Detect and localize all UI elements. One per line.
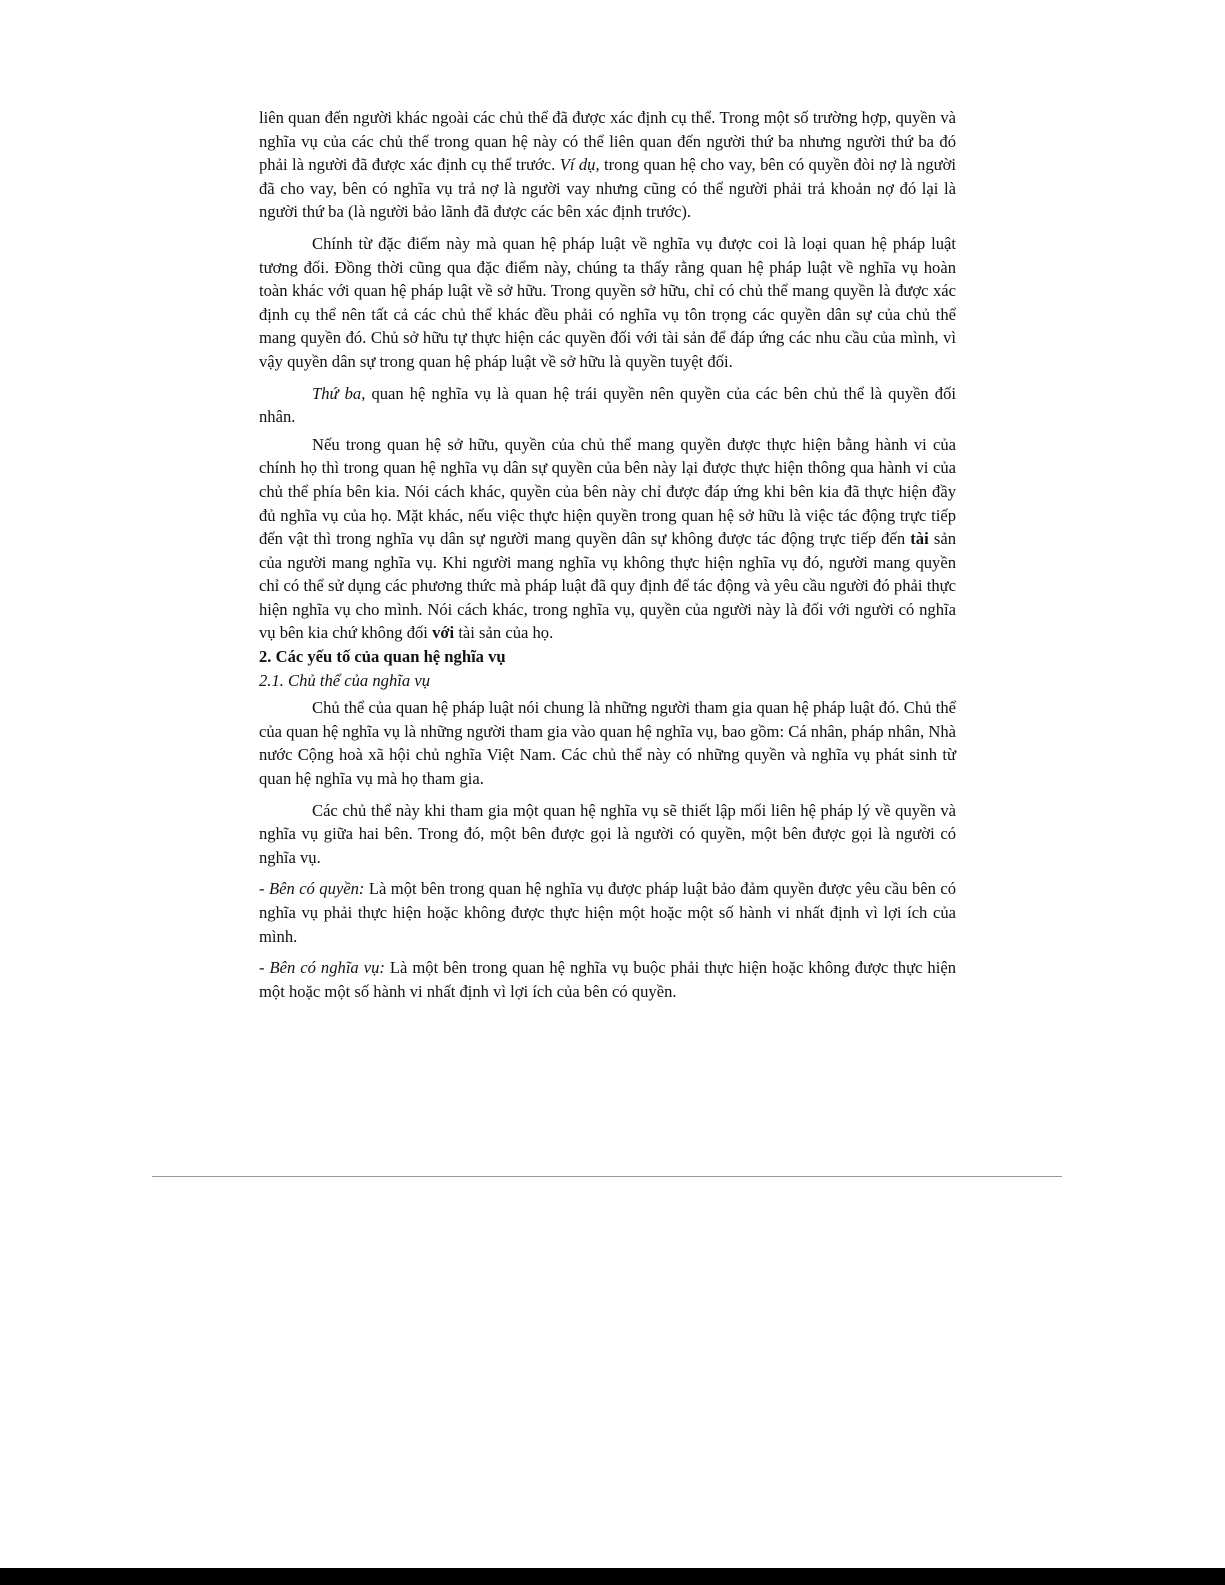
paragraph-text: liên quan đến người khác ngoài các chủ thể đã được xác định cụ thể. Trong một số trường hợp, quyền và nghĩa vụ của các chủ thể trong quan hệ này có thể liên quan đến người thứ ba nhưng người thứ ba đó phải là người đã được xác định cụ thể trước. <box>259 108 956 175</box>
section-heading: 2. Các yếu tố của quan hệ nghĩa vụ <box>259 647 506 667</box>
term-label: - Bên có nghĩa vụ: <box>259 958 385 978</box>
paragraph-text: Là một bên trong quan hệ nghĩa vụ được pháp luật bảo đảm quyền được yêu cầu bên có nghĩa vụ phải thực hiện hoặc không được thực hiện một hoặc một số hành vi nhất định vì lợi ích của mình. <box>259 879 957 946</box>
paragraph-text: sản của người mang nghĩa vụ. Khi người mang nghĩa vụ không thực hiện nghĩa vụ đó, người mang quyền chỉ có thể sử dụng các phương thức mà pháp luật đã quy định để tác động và yêu cầu người đó phải thực hiện nghĩa vụ cho mình. Nói cách khác, trong nghĩa vụ, quyền của người này là đối với người có nghĩa vụ bên kia chứ không đối <box>259 529 956 643</box>
paragraph-text: Nếu trong quan hệ sở hữu, quyền của chủ thể mang quyền được thực hiện bằng hành vi của chính họ thì trong quan hệ nghĩa vụ dân sự quyền của bên này lại được thực hiện thông qua hành vi của chủ thể phía bên kia. Nói cách khác, quyền của bên này chỉ được đáp ứng khi bên kia đã thực hiện đầy đủ nghĩa vụ của họ. Mặt khác, nếu việc thực hiện quyền trong quan hệ sở hữu là việc tác động trực tiếp đến vật thì trong nghĩa vụ dân sự người mang quyền dân sự không được tác động trực tiếp đến <box>259 434 956 549</box>
paragraph-relative-relationship: Chính từ đặc điểm này mà quan hệ pháp luật về nghĩa vụ được coi là loại quan hệ pháp luật tương đối. Đồng thời cũng qua đặc điểm này, chúng ta thấy rằng quan hệ pháp luật về nghĩa vụ hoàn toàn khác với quan hệ pháp luật về sở hữu. Trong quyền sở hữu, chỉ có chủ thể mang quyền là được xác định cụ thể nên tất cả các chủ thể khác đều phải có nghĩa vụ tôn trọng các quyền dân sự của chủ thể mang quyền đó. Chủ sở hữu tự thực hiện các quyền đối với tài sản để đáp ứng các nhu cầu của mình, vì vậy quyền dân sự trong quan hệ pháp luật về sở hữu là quyền tuyệt đối. <box>259 233 956 371</box>
paragraph-text: trong quan hệ cho vay, bên có quyền đòi nợ là người đã cho vay, bên có nghĩa vụ trả nợ là người vay nhưng cũng có thể người phải trả khoản nợ đó lại là người thứ ba (là người bảo lãnh đã được các bên xác định trước). <box>259 155 956 222</box>
paragraph-text: , quan hệ nghĩa vụ là quan hệ trái quyền nên quyền của các bên chủ thể là quyền đối nhân. <box>259 383 956 427</box>
paragraph-text: tài sản của họ. <box>454 623 554 643</box>
paragraph-subjects: Chủ thể của quan hệ pháp luật nói chung là những người tham gia quan hệ pháp luật đó. Chủ thể của quan hệ nghĩa vụ là những người tham gia vào quan hệ nghĩa vụ, bao gồm: Cá nhân, pháp nhân, Nhà nước Cộng hoà xã hội chủ nghĩa Việt Nam. Các chủ thể này có những quyền và nghĩa vụ phát sinh từ quan hệ nghĩa vụ mà họ tham gia. <box>259 698 956 789</box>
paragraph-third-point <box>259 382 956 429</box>
subsection-heading: 2.1. Chủ thể của nghĩa vụ <box>259 670 430 690</box>
paragraph-text: Là một bên trong quan hệ nghĩa vụ buộc phải thực hiện hoặc không được thực hiện một hoặc một số hành vi nhất định vì lợi ích của bên có quyền. <box>259 958 956 1001</box>
bottom-edge-bar <box>0 1568 1225 1585</box>
paragraph-continuation <box>259 106 956 224</box>
paragraph-obligee <box>259 877 956 948</box>
page-body <box>259 106 956 1003</box>
example-label: Ví dụ, <box>559 155 600 175</box>
paragraph-obligor <box>259 956 956 1003</box>
bold-word: với <box>432 623 455 643</box>
paragraph-parties: Các chủ thể này khi tham gia một quan hệ nghĩa vụ sẽ thiết lập mối liên hệ pháp lý về quyền và nghĩa vụ giữa hai bên. Trong đó, một bên được gọi là người có quyền, một bên được gọi là người có nghĩa vụ. <box>259 800 956 867</box>
paragraph-personal-rights <box>259 433 956 645</box>
page-divider <box>152 1176 1062 1177</box>
point-label: Thứ ba <box>312 383 362 403</box>
bold-word: tài <box>910 529 929 549</box>
term-label: - Bên có quyền: <box>259 879 365 899</box>
